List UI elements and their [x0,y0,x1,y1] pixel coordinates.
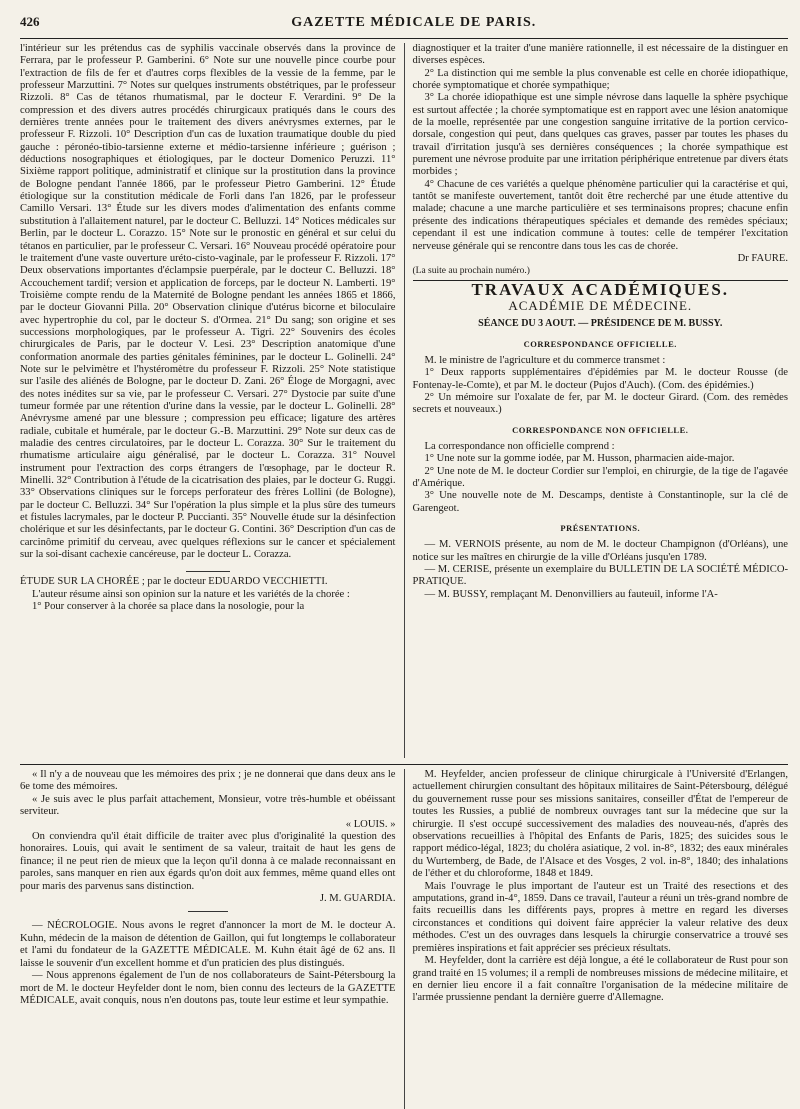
chorea-paragraph-4: 4° Chacune de ces variétés a quelque phénomène particulier qui la caractérise et qui, tantôt se manifeste ouvertement, tantôt doit être recherché par une étude attentive du malade; chacune a une marche particulière et ses terminaisons propres; chacune enfin présente des indications thérapeutiques spéciales et demande des remèdes spéciaux; cependant il est une indication commune à toutes: celle de tempérer l'excitation nerveuse générale qui se rencontre dans tous les cas de chorée. [412,178,788,252]
letter-paragraph-1: « Il n'y a de nouveau que les mémoires des prix ; je ne donnerai que dans deux ans le 6e tome des mémoires. [20,769,396,793]
etude-paragraph-2: 1° Pour conserver à la chorée sa place dans la nosologie, pour la [32,601,305,613]
non-official-item-1: 1° Une note sur la gomme iodée, par M. Husson, pharmacien aide-major. [424,453,735,465]
page-header [20,14,788,36]
continued-note: (La suite au prochain numéro.) [412,266,530,277]
feuilleton-divider [20,764,788,765]
academie-heading: ACADÉMIE DE MÉDECINE. [508,297,693,313]
non-official-intro: La correspondance non officielle comprend : [424,440,615,452]
signature: Dr FAURE. [737,252,788,264]
non-official-item-3: 3° Une nouvelle note de M. Descamps, dentiste à Constantinople, sur la clé de Garengeot. [412,490,788,514]
short-rule [188,911,228,912]
non-official-item-2: 2° Une note de M. le docteur Cordier sur l'emploi, en chirurgie, de la tige de l'agavée d'Amérique. [412,465,788,489]
page-number: 426 [20,14,40,29]
presentation-3: — M. BUSSY, remplaçant M. Denonvilliers au fauteuil, informe l'A- [424,588,718,600]
corr-non-officielle-heading: CORRESPONDANCE NON OFFICIELLE. [512,424,689,435]
commentary-paragraph: On conviendra qu'il était difficile de traiter avec plus d'originalité la question des honoraires. Louis, qui avait le sentiment de sa valeur, traitait de haut les gens de finance; il ne peut rien de mieux que la leçon qu'il donna à ce malade reconnaissant en paroles, sans manquer en rien aux égards qu'on doit aux femmes, même quand elles ont pour maris des parvenus sans distinction. [20,831,396,892]
necrologie-paragraph: — NÉCROLOGIE. Nous avons le regret d'annoncer la mort de M. le docteur A. Kuhn, médecin de la maison de détention de Gaillon, qui fut longtemps le collaborateur et l'ami du fondateur de la GAZETTE MÉDICALE. M. Kuhn était âgé de 62 ans. Il laisse le souvenir d'un excellent homme et d'un praticien des plus distingués. [20,920,396,969]
seance-heading: SÉANCE DU 3 AOUT. — PRÉSIDENCE DE M. BUSSY. [478,318,723,330]
letter-paragraph-2: « Je suis avec le plus parfait attachement, Monsieur, votre très-humble et obéissant serviteur. [20,793,396,818]
corr-officielle-heading: CORRESPONDANCE OFFICIELLE. [523,338,677,349]
left-paragraph-1: l'intérieur sur les prétendus cas de syphilis vaccinale observés dans la province de Ferrara, par le professeur P. Gamberini. 6° Note sur une nouvelle pince courbe pour l'extraction de fils de fer et d'autres corps flexibles de la vessie de la femme, par le professeur Marzuttini. 7° Notes sur quelques instruments obstétriques, par le professeur Rizzoli. 8° Cas de tétanos rhumatismal, par le docteur F. Verardini. 9° De la compression et des divers autres procédés chirurgicaux pratiqués dans le cours des dernières trente années pour le traitement des divers anévrysmes externes, par le professeur F. Rizzoli. 10° Description d'un cas de luxation traumatique double du pied gauche : péronéo-tibio-tarsienne externe et médio-tarsienne inférieure ; guérison ; déductions nosographiques et étiologiques, par le docteur Domenico Peruzzi. 11° Sixième rapport politique, administratif et clinique sur la prostitution dans la province de Bologne pendant l'année 1866, par le professeur Pietro Gamberini. 12° Étude étiologique sur la constitution médicale de Forli dans l'an 1826, par le professeur Camillo Versari. 13° Étude sur les divers modes d'alimentation des enfants comme substitution à l'allaitement naturel, par le docteur C. Belluzzi. 14° Notices médicales sur Berlin, par le docteur L. Corazzo. 15° Note sur le pronostic en général et sur celui du tétanos en particulier, par le professeur C. Versari. 16° Nouveau procédé opératoire pour le traitement d'une vaste ouverture uréto-cisto-vaginale, par le professeur F. Rizzoli. 17° Deux observations importantes d'éclampsie puerpérale, par le docteur C. Belluzzi. 18° Accouchement tardif; version et application de forceps, par le docteur N. Lamberti. 19° Troisième compte rendu de la Maternité de Bologne pendant les années 1865 et 1866, par le docteur Giovanni Pilla. 20° Observation clinique d'utérus bicorne et biloculaire avec hypertrophie du col, par le docteur S. d'Ormea. 21° Du sang; son origine et ses successions morphologiques, par le professeur A. Tigri. 22° Souvenirs des écoles chirurgicales de Paris, par le docteur V. Lesi. 23° Description anatomique d'une conformation anormale des parties génitales féminines, par le docteur L. Golinelli. 24° Note sur le pelvimètre et l'hystéromètre du professeur F. Rizzoli. 25° Note statistique sur l'asile des aliénés de Bologne, par le docteur D. Zani. 26° Éloge de Morgagni, avec des notes inédites sur sa vie, par le professeur C. Versari. 27° Dystocie par suite d'une tumeur formée par une rétention d'urine dans la vessie, par le docteur L. Golinelli. 28° Anévrysme amené par une blessure ; compression peu efficace; ligature des artères radiale, cubitale et humérale, par le docteur G.-B. Marzuttini. 29° Note sur deux cas de maladie des centres circulatoires, par le docteur L. Corazza. 30° Sur le traitement du rhumatisme articulaire aigu généralisé, par le docteur L. Corazza. 31° Nouvel instrument pour l'extraction des corps étrangers de l'œsophage, par le docteur R. Minelli. 32° Contribution à l'étude de la cicatrisation des plaies, par le docteur G. Ruggi. 33° Observations cliniques sur le forceps perforateur des frères Lollini (de Bologne), par le docteur C. Belluzzi. 34° Sur l'opération la plus simple et la plus sûre des tumeurs et fistules lacrymales, par le docteur P. Puccianti. 35° Nouvelle étude sur la désinfection cholérique et sur les désinfectants, par le docteur G. Contini. 36° Description d'un cas de carcinôme primitif du cerveau, avec quelques réflexions sur le cancer et spécialement sur la soi-disant cachexie cancéreuse, par le docteur L. Corazza. [20,43,396,561]
etude-paragraph-1: L'auteur résume ainsi son opinion sur la nature et les variétés de la chorée : [32,588,350,600]
presentation-2: — M. CERISE, présente un exemplaire du BULLETIN DE LA SOCIÉTÉ MÉDICO-PRATIQUE. [412,564,788,588]
upper-section [20,43,788,758]
journal-title: GAZETTE MÉDICALE DE PARIS. [291,15,537,30]
letter-signature: « LOUIS. » [345,818,396,830]
lower-right-column [404,769,789,1109]
official-item-1: 1° Deux rapports supplémentaires d'épidémies par M. le docteur Rousse (de Fontenay-le-Comte), et par M. le docteur (Pujos d'Auch). (Com. des épidémies.) [412,367,788,391]
etude-heading: ÉTUDE SUR LA CHORÉE ; par le docteur EDUARDO VECCHIETTI. [20,576,328,588]
chorea-paragraph-1: diagnostiquer et la traiter d'une manière rationnelle, il est nécessaire de la distinguer en diverses espèces. [412,43,788,67]
heyfelder-paragraph-1: M. Heyfelder, ancien professeur de clinique chirurgicale à l'Université d'Erlangen, actuellement chirurgien consultant des hôpitaux militaires de Saint-Pétersbourg, délégué du gouvernement russe pour ses missions sanitaires, conseiller d'État de l'empereur de toutes les Russies, a publié de nombreux ouvrages tant sur la médecine que sur la chirurgie. Il s'est occupé successivement des maladies des nouveau-nés, d'après des observations recueillies à l'hôpital des Enfants de Paris, 1825; des suicides sous le rapport médico-légal, 1823; du choléra asiatique, 2 vol. in-8°, 1832; des eaux minérales du Wurtemberg, de Bade, de l'Alsace et des Vosges, 2 vol. in-8°, 1840; des inhalations de l'éther et du chloroforme, 1848 et 1849. [412,769,788,880]
chorea-paragraph-2: 2° La distinction qui me semble la plus convenable est celle en chorée idiopathique, chorée symptomatique et chorée sympathique; [412,67,788,92]
heyfelder-paragraph-3: M. Heyfelder, dont la carrière est déjà longue, a été le collaborateur de Rust pour son grand traité en 15 volumes; il a rempli de nombreuses missions de médecine militaire, et en dernier lieu encore il a fait connaître l'organisation de la médecine militaire de l'armée prussienne pendant la dernière guerre d'Allemagne. [412,955,788,1004]
lower-left-column [20,769,404,1109]
author-signature: J. M. GUARDIA. [319,893,396,905]
heyfelder-announcement: — Nous apprenons également de l'un de nos collaborateurs de Saint-Pétersbourg la mort de M. le docteur Heyfelder dont le nom, bien connu des lecteurs de la GAZETTE MÉDICALE, avait conquis, nous n'en doutons pas, toute leur estime et leur sympathie. [20,970,396,1006]
presentations-heading: PRÉSENTATIONS. [560,523,641,534]
right-column [404,43,789,758]
official-item-2: 2° Un mémoire sur l'oxalate de fer, par M. le docteur Girard. (Com. des remèdes secrets et nouveaux.) [412,391,788,416]
chorea-paragraph-3: 3° La chorée idiopathique est une simple névrose dans laquelle la sphère psychique est surtout affectée ; la chorée symptomatique est en rapport avec une lésion anatomique de la moelle, représentée par une congestion sanguine irritative de la portion cervico-dorsale, congestion qui peut, dans quelques cas graves, passer par toutes les phases du travail d'irritation jusqu'à ses dernières conséquences ; la chorée sympathique est purement une névrose produite par une irritation périphérique entretenue par divers états morbides ; [412,92,788,178]
lower-section [20,769,788,1109]
ministre-line: M. le ministre de l'agriculture et du commerce transmet : [424,354,666,366]
left-column [20,43,404,758]
presentation-1: — M. VERNOIS présente, au nom de M. le docteur Champignon (d'Orléans), une notice sur les maîtres en chirurgie de la ville d'Orléans jusqu'en 1789. [412,539,788,563]
heyfelder-paragraph-2: Mais l'ouvrage le plus important de l'auteur est un Traité des resections et des amputations, grand in-4°, 1859. Dans ce travail, l'auteur a réuni un très-grand nombre de faits recueillis dans les différents pays, propres à mettre en regard les diverses circonstances et conditions qui doivent faire apprécier la valeur relative des deux méthodes. C'est un des ouvrages dans lesquels la chirurgie conservatrice a trouvé ses premières inspirations et fait apprécier ses précieux résultats. [412,880,788,954]
travaux-heading: TRAVAUX ACADÉMIQUES. [471,279,730,299]
section-rule [186,571,230,572]
header-rule [20,38,788,39]
